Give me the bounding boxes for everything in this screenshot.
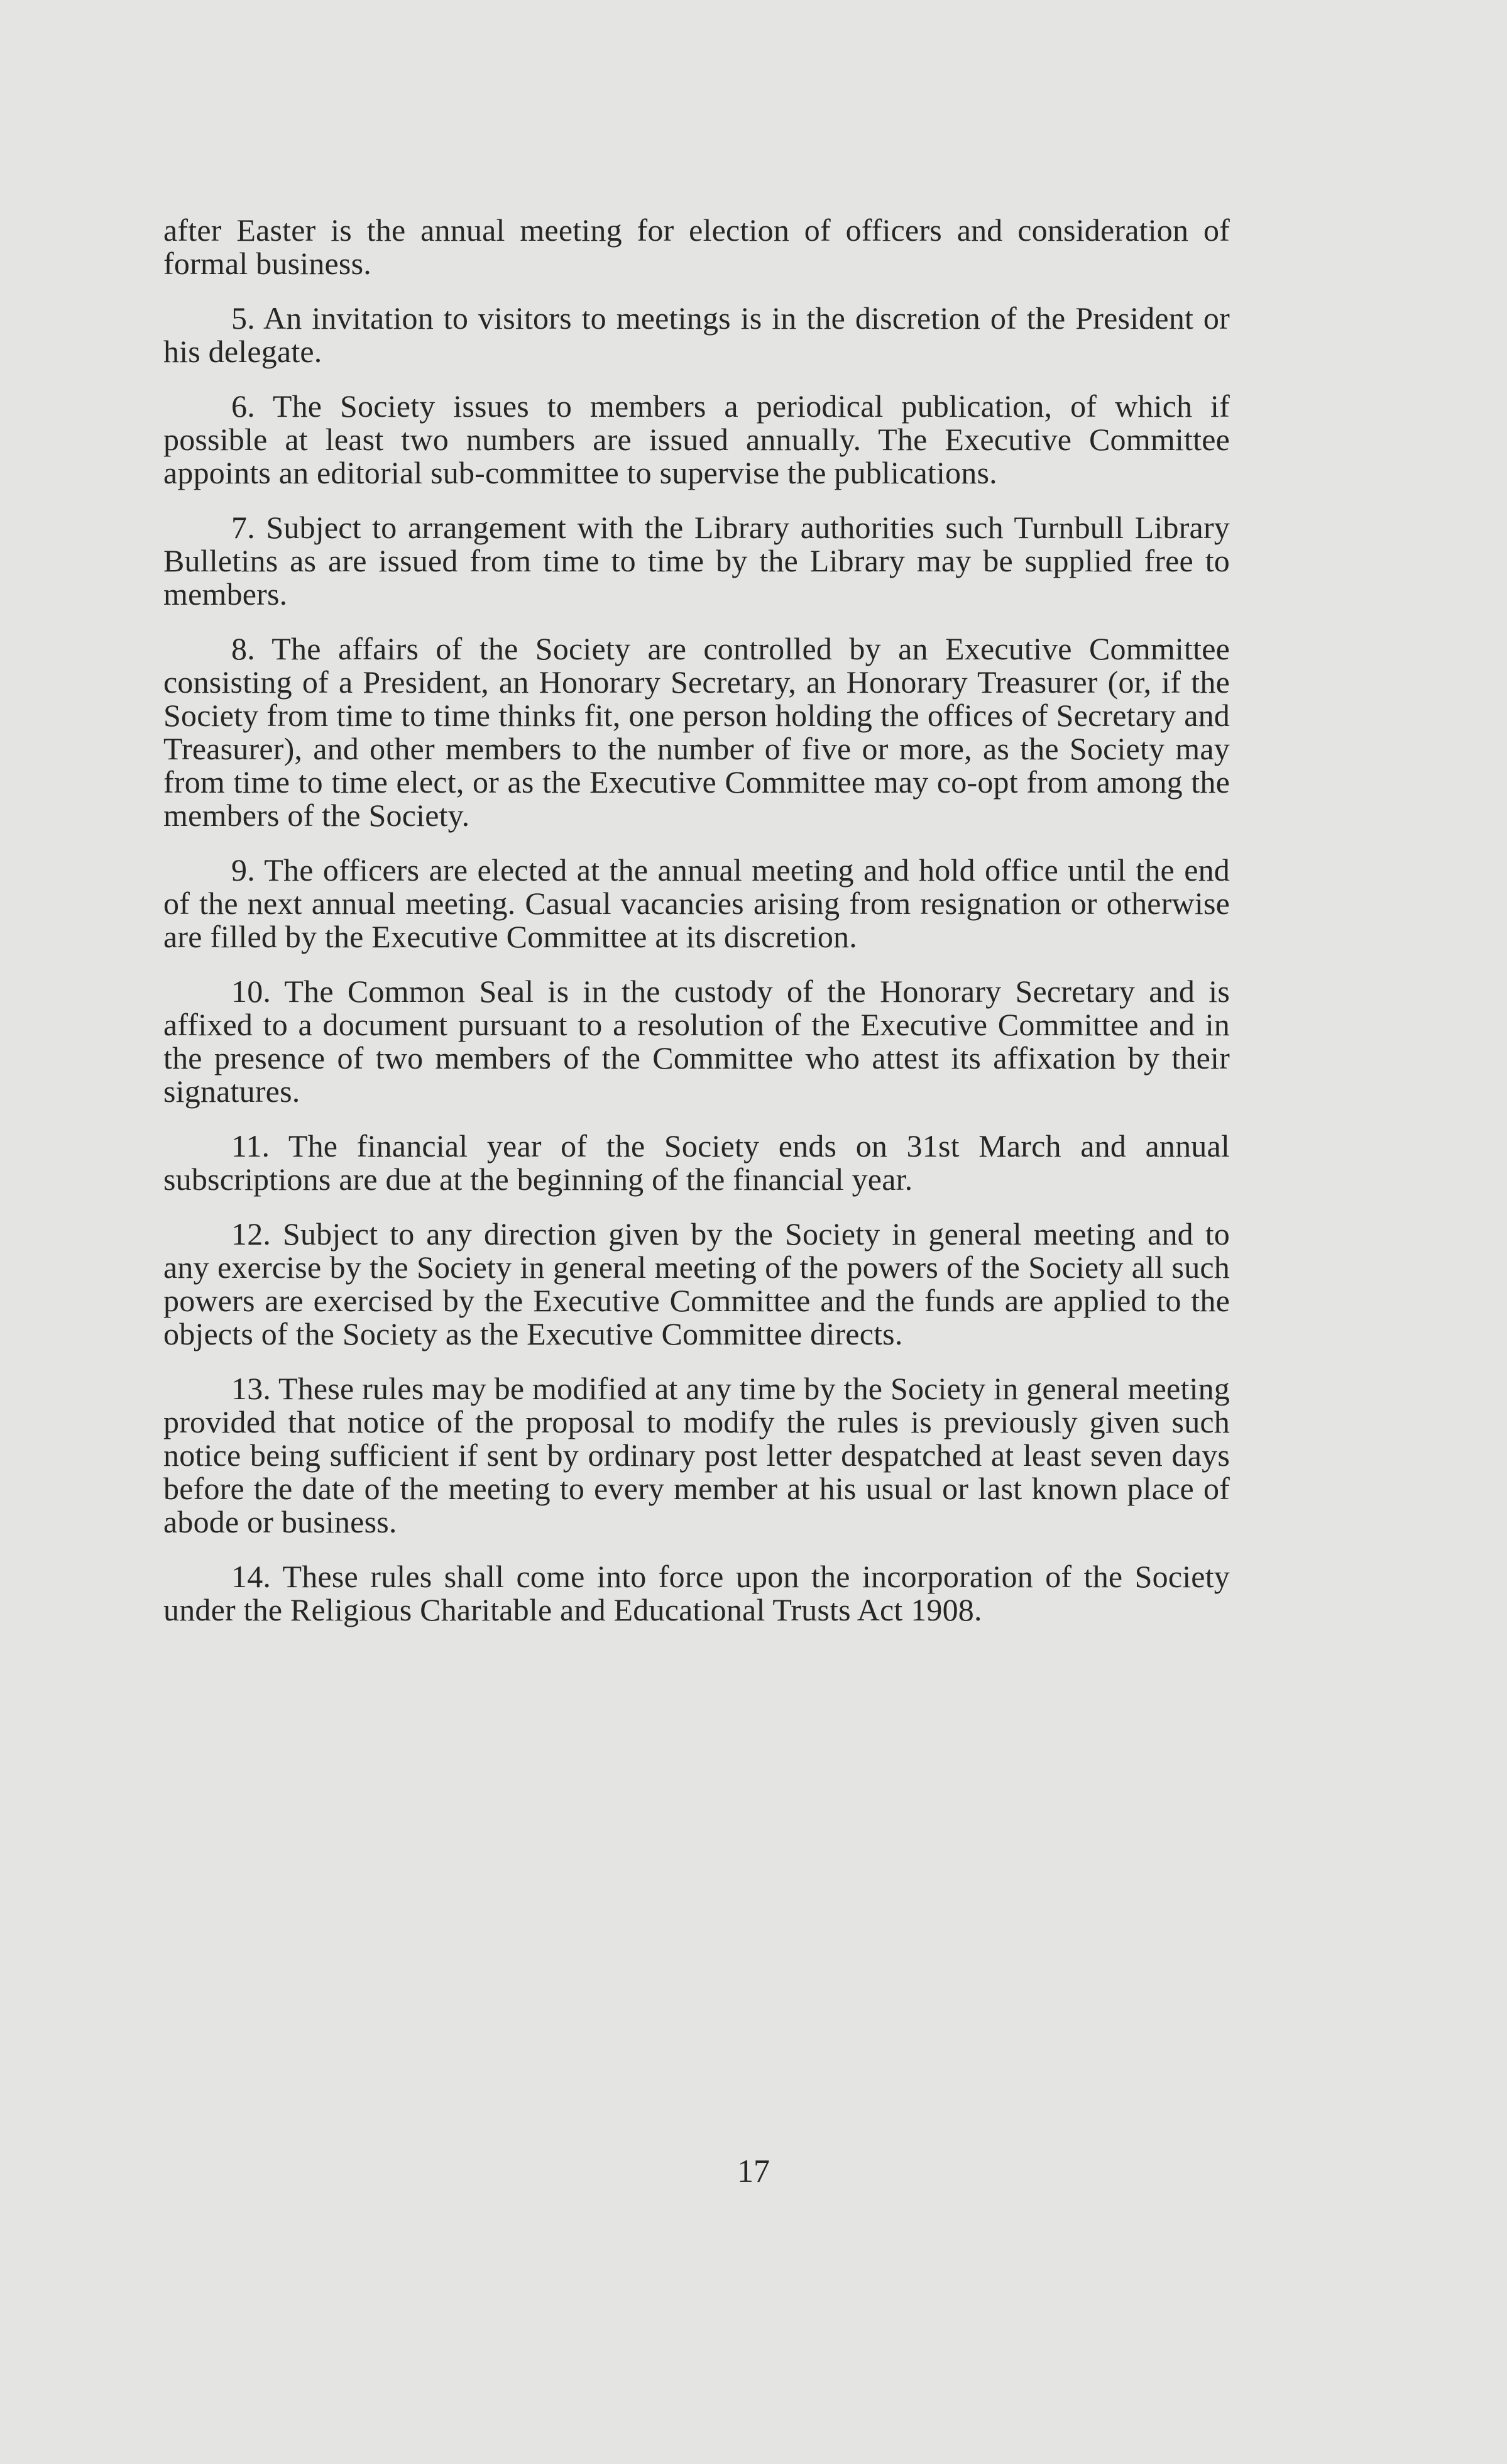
rule-9: 9. The officers are elected at the annual meeting and hold office until the end of the next annual meeting. Casual vacancies arising from resignation or otherwise are filled by the Executive Committee at its discretion. <box>163 852 1230 954</box>
rules-text-body <box>163 214 1230 1648</box>
rule-7: 7. Subject to arrangement with the Library authorities such Turnbull Library Bulletins as are issued from time to time by the Library may be supplied free to members. <box>163 510 1230 612</box>
rule-6: 6. The Society issues to members a periodical publication, of which if possible at least two numbers are issued annually. The Executive Committee appoints an editorial sub-committee to supervise the publications. <box>163 388 1230 490</box>
rule-11: 11. The financial year of the Society ends on 31st March and annual subscriptions are due at the beginning of the financial year. <box>163 1128 1230 1197</box>
rule-5: 5. An invitation to visitors to meetings is in the discretion of the President or his delegate. <box>163 300 1230 369</box>
paragraph-continuation: after Easter is the annual meeting for election of officers and consideration of formal business. <box>163 212 1230 281</box>
rule-8: 8. The affairs of the Society are controlled by an Executive Committee consisting of a President, an Honorary Secretary, an Honorary Treasurer (or, if the Society from time to time thinks fit, one person holding the offices of Secretary and Treasurer), and other members to the number of five or more, as the Society may from time to time elect, or as the Executive Committee may co-opt from among the members of the Society. <box>163 631 1230 833</box>
rule-14: 14. These rules shall come into force upon the incorporation of the Society under the Religious Charitable and Educational Trusts Act 1908. <box>163 1559 1230 1627</box>
rule-13: 13. These rules may be modified at any time by the Society in general meeting provided that notice of the proposal to modify the rules is previously given such notice being sufficient if sent by ordinary post letter despatched at least seven days before the date of the meeting to every member at his usual or last known place of abode or business. <box>163 1371 1230 1539</box>
rule-10: 10. The Common Seal is in the custody of the Honorary Secretary and is affixed to a document pursuant to a resolution of the Executive Committee and in the presence of two members of the Committee who attest its affixation by their signatures. <box>163 974 1230 1109</box>
page-number: 17 <box>737 2153 770 2189</box>
rule-12: 12. Subject to any direction given by the Society in general meeting and to any exercise by the Society in general meeting of the powers of the Society all such powers are exercised by the Executive Committee and the funds are applied to the objects of the Society as the Executive Committee directs. <box>163 1216 1230 1351</box>
